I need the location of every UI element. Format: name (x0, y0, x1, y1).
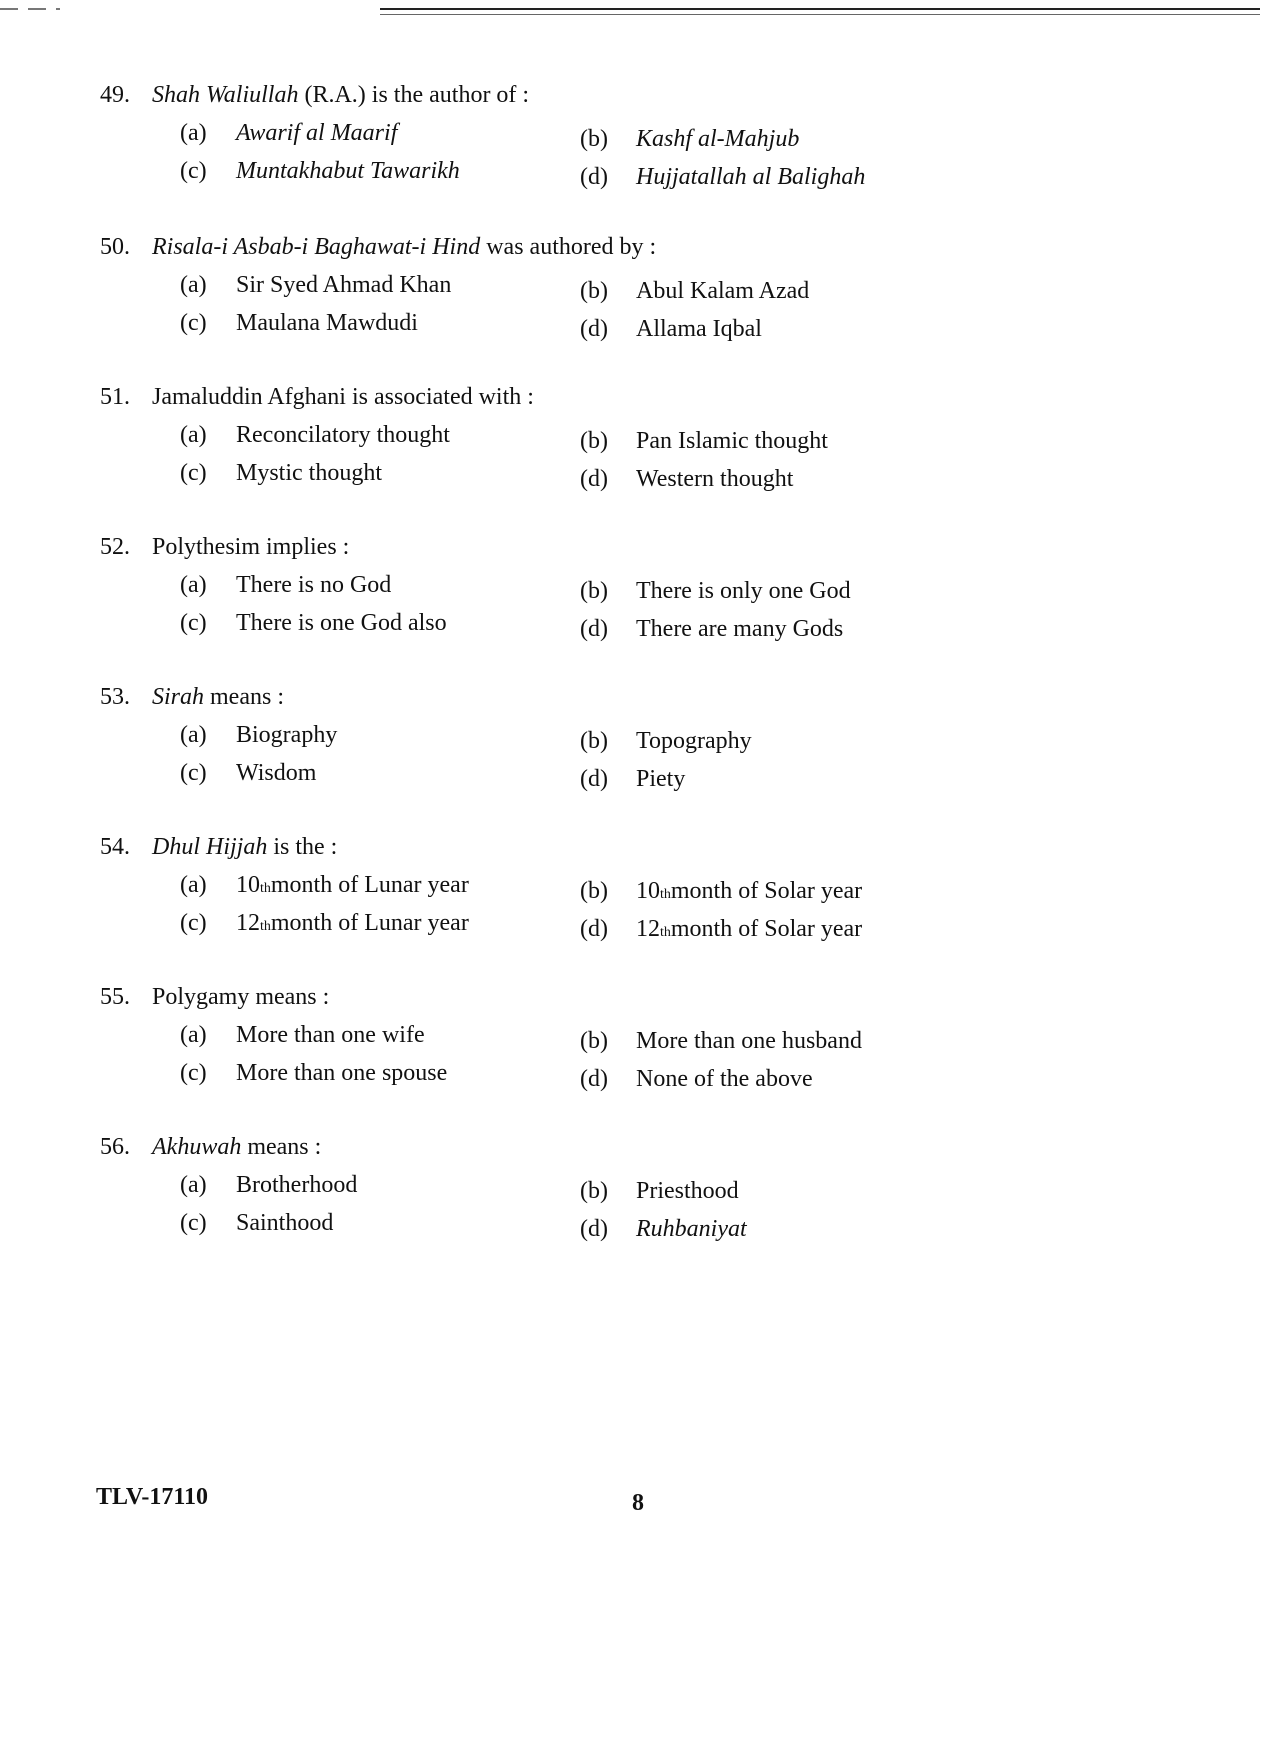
option-c: (c) There is one God also (180, 610, 447, 636)
option-d: (d) Ruhbaniyat (580, 1216, 747, 1242)
option-d: (d) Western thought (580, 466, 794, 492)
option-c: (c) More than one spouse (180, 1060, 448, 1086)
question-text: Polythesim implies : (152, 534, 350, 560)
option-a: (a) Brotherhood (180, 1172, 358, 1198)
question-text: Shah Waliullah (R.A.) is the author of : (152, 82, 530, 108)
question-49 (100, 80, 1100, 200)
option-d: (d) 12 th month of Solar year (580, 916, 863, 942)
question-text: Akhuwah means : (152, 1134, 322, 1160)
option-a: (a) 10 th month of Lunar year (180, 872, 469, 898)
question-text: Polygamy means : (152, 984, 330, 1010)
question-number: 52. (100, 534, 130, 560)
question-text: Jamaluddin Afghani is associated with : (152, 384, 534, 410)
option-b: (b) Priesthood (580, 1178, 739, 1204)
option-b: (b) 10 th month of Solar year (580, 878, 863, 904)
question-51 (100, 382, 1100, 502)
question-50 (100, 232, 1100, 352)
option-a: (a) There is no God (180, 572, 392, 598)
option-c: (c) Mystic thought (180, 460, 383, 486)
option-a: (a) Sir Syed Ahmad Khan (180, 272, 452, 298)
question-text: Sirah means : (152, 684, 284, 710)
option-b: (b) Topography (580, 728, 752, 754)
option-d: (d) Piety (580, 766, 686, 792)
page-number: 8 (632, 1490, 644, 1516)
option-a: (a) Awarif al Maarif (180, 120, 398, 146)
option-c: (c) Wisdom (180, 760, 317, 786)
option-c: (c) Sainthood (180, 1210, 334, 1236)
question-55 (100, 982, 1100, 1102)
exam-code: TLV-17110 (96, 1484, 209, 1510)
option-d: (d) None of the above (580, 1066, 813, 1092)
question-56 (100, 1132, 1100, 1252)
question-number: 50. (100, 234, 130, 260)
top-rule (380, 8, 1260, 15)
option-d: (d) Hujjatallah al Balighah (580, 164, 866, 190)
option-b: (b) There is only one God (580, 578, 851, 604)
option-a: (a) Biography (180, 722, 338, 748)
question-number: 49. (100, 82, 130, 108)
question-number: 55. (100, 984, 130, 1010)
option-d: (d) There are many Gods (580, 616, 844, 642)
option-a: (a) More than one wife (180, 1022, 425, 1048)
option-d: (d) Allama Iqbal (580, 316, 762, 342)
option-b: (b) Pan Islamic thought (580, 428, 828, 454)
top-dash-line (0, 8, 60, 10)
option-c: (c) 12 th month of Lunar year (180, 910, 469, 936)
question-52 (100, 532, 1100, 652)
option-c: (c) Maulana Mawdudi (180, 310, 418, 336)
question-54 (100, 832, 1100, 952)
question-text: Dhul Hijjah is the : (152, 834, 338, 860)
option-a: (a) Reconcilatory thought (180, 422, 450, 448)
question-number: 56. (100, 1134, 130, 1160)
question-number: 51. (100, 384, 130, 410)
option-b: (b) Abul Kalam Azad (580, 278, 810, 304)
option-c: (c) Muntakhabut Tawarikh (180, 158, 460, 184)
question-text: Risala-i Asbab-i Baghawat-i Hind was authored by : (152, 234, 657, 260)
question-number: 53. (100, 684, 130, 710)
question-53 (100, 682, 1100, 802)
option-b: (b) More than one husband (580, 1028, 862, 1054)
option-b: (b) Kashf al-Mahjub (580, 126, 800, 152)
question-number: 54. (100, 834, 130, 860)
